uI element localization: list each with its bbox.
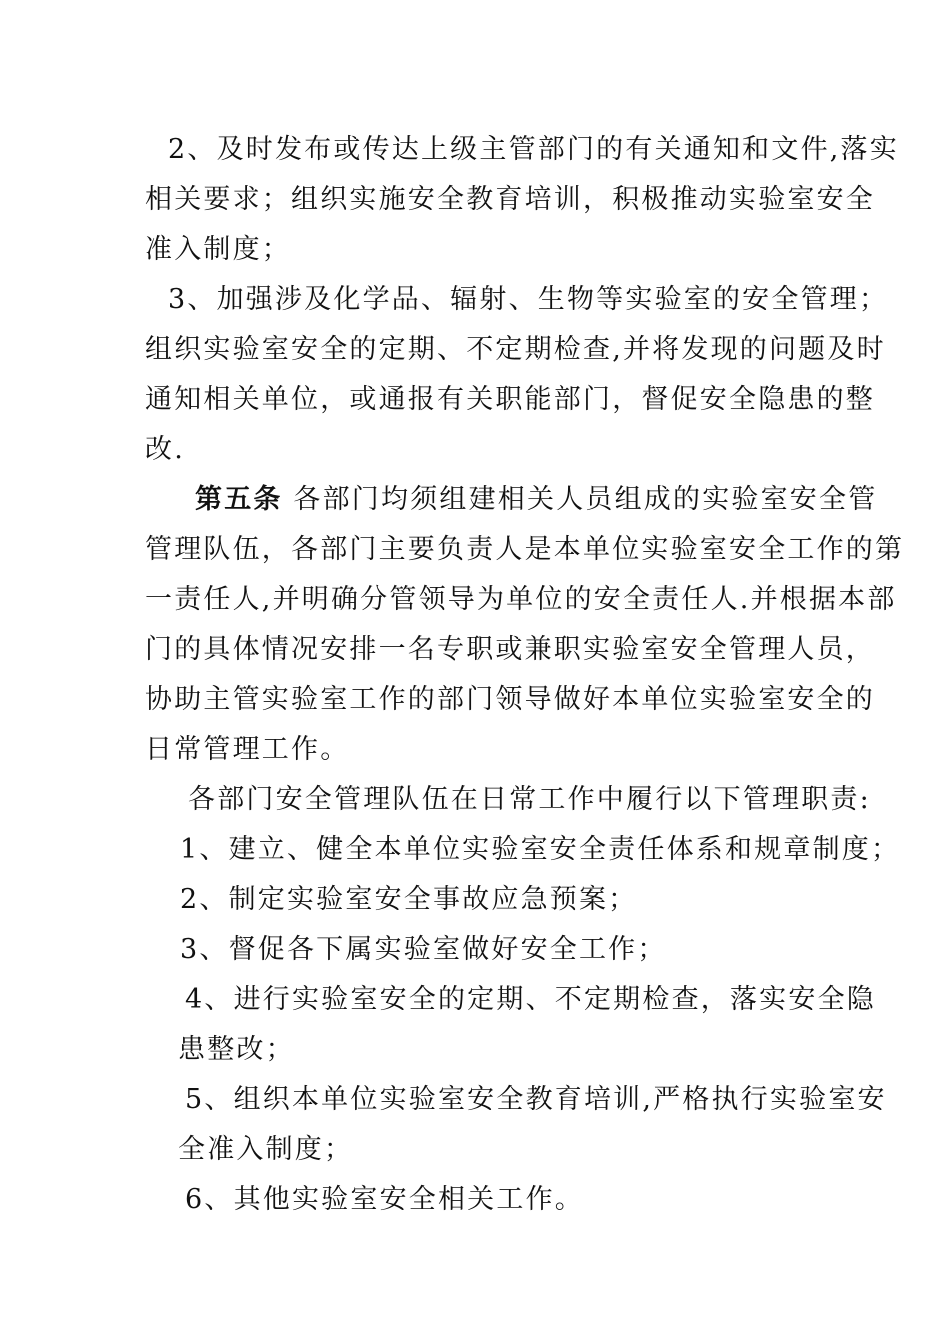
duty-item: 1、建立、健全本单位实验室安全责任体系和规章制度； — [180, 834, 901, 865]
duty-item: 4、进行实验室安全的定期、不定期检查，落实安全隐 — [185, 984, 876, 1015]
duty-item: 5、组织本单位实验室安全教育培训,严格执行实验室安 — [185, 1084, 887, 1115]
article-text: 各部门均须组建相关人员组成的实验室安全管 — [282, 484, 878, 515]
duty-item: 3、督促各下属实验室做好安全工作； — [180, 934, 667, 965]
paragraph-line: 组织实验室安全的定期、不定期检查,并将发现的问题及时 — [145, 334, 886, 365]
duties-intro: 各部门安全管理队伍在日常工作中履行以下管理职责: — [188, 784, 871, 815]
duty-item: 2、制定实验室安全事故应急预案； — [180, 884, 638, 915]
paragraph-line: 相关要求；组织实施安全教育培训，积极推动实验室安全 — [145, 184, 875, 215]
duty-item-continued: 全准入制度； — [178, 1134, 354, 1165]
paragraph-line: 协助主管实验室工作的部门领导做好本单位实验室安全的 — [145, 684, 875, 715]
paragraph-line: 准入制度； — [145, 234, 291, 265]
duty-item: 6、其他实验室安全相关工作。 — [185, 1184, 584, 1215]
paragraph-line: 改. — [145, 434, 185, 465]
paragraph-line: 管理队伍，各部门主要负责人是本单位实验室安全工作的第 — [145, 534, 905, 565]
paragraph-line: 门的具体情况安排一名专职或兼职实验室安全管理人员， — [145, 634, 875, 665]
paragraph-line: 2、及时发布或传达上级主管部门的有关通知和文件,落实 — [168, 134, 899, 165]
paragraph-line: 通知相关单位，或通报有关职能部门，督促安全隐患的整 — [145, 384, 875, 415]
article-heading: 第五条 — [195, 484, 283, 515]
paragraph-line: 一责任人,并明确分管领导为单位的安全责任人.并根据本部 — [145, 584, 897, 615]
paragraph-line: 日常管理工作。 — [145, 734, 350, 765]
paragraph-line: 3、加强涉及化学品、辐射、生物等实验室的安全管理； — [168, 284, 889, 315]
article-five-line — [195, 480, 877, 520]
duty-item-continued: 患整改； — [178, 1034, 295, 1065]
